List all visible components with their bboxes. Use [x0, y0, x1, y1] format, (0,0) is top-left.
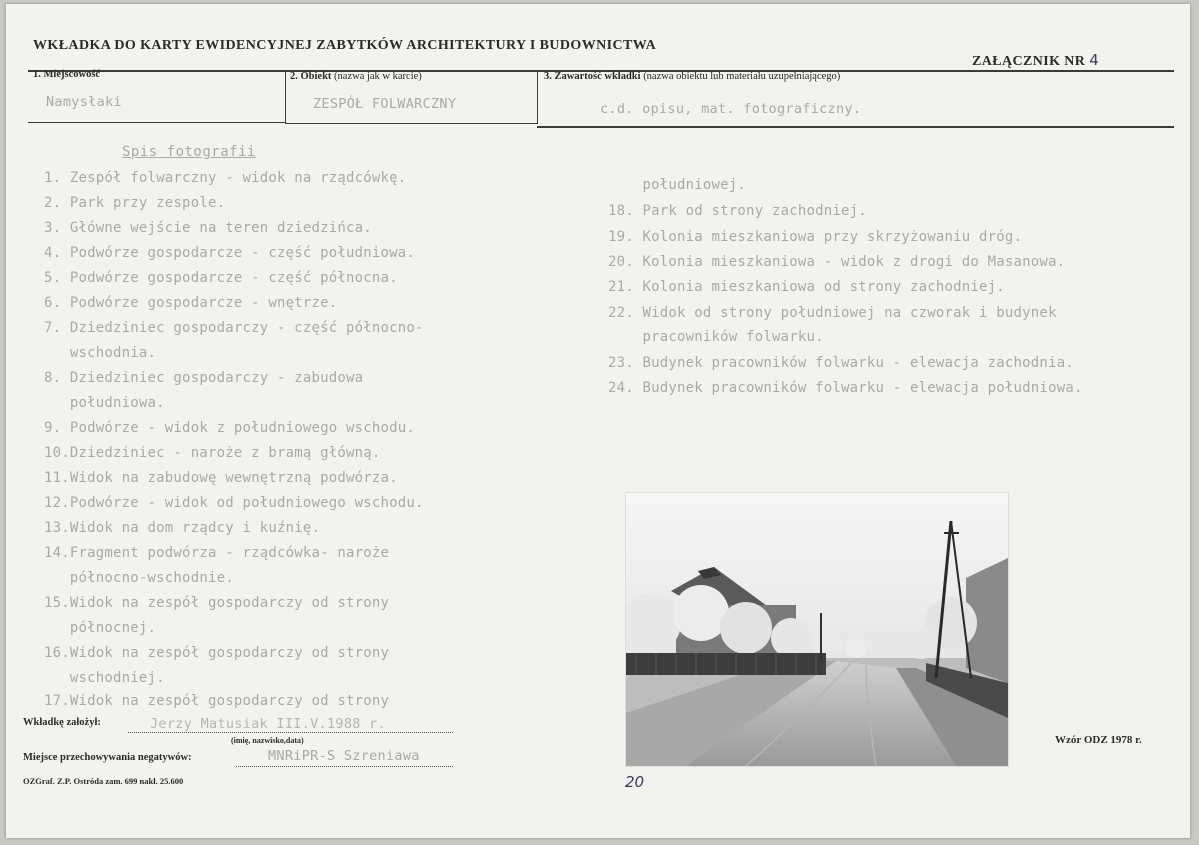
- form-template-note: Wzór ODZ 1978 r.: [1055, 734, 1142, 746]
- annex-number: 4: [1089, 51, 1100, 69]
- negatives-storage-label: Miejsce przechowywania negatywów:: [23, 752, 192, 763]
- list-item: 24. Budynek pracowników folwarku - elewacja południowa.: [608, 380, 1083, 396]
- field-1-underline: [28, 122, 286, 123]
- list-item: 8. Dziedziniec gospodarczy - zabudowa: [44, 370, 364, 386]
- field-2-label-main: 2. Obiekt: [290, 71, 332, 82]
- list-item: 13.Widok na dom rządcy i kuźnię.: [44, 520, 321, 536]
- list-item: 17.Widok na zespół gospodarczy od strony: [44, 693, 390, 709]
- list-item: północnej.: [44, 620, 157, 636]
- photo-list-title: Spis fotografii: [122, 144, 256, 160]
- annex-label-text: ZAŁĄCZNIK NR: [972, 54, 1086, 69]
- field-1-value: Namysłaki: [46, 94, 122, 110]
- list-item: 19. Kolonia mieszkaniowa przy skrzyżowaniu dróg.: [608, 229, 1023, 245]
- list-item: 16.Widok na zespół gospodarczy od strony: [44, 645, 390, 661]
- field-3-label: [544, 71, 840, 82]
- created-by-label: Wkładkę założył:: [23, 717, 101, 728]
- created-by-value: Jerzy Matusiak III.V.1988 r.: [150, 716, 386, 732]
- list-item: południowej.: [608, 177, 747, 193]
- field-divider-1: [285, 72, 286, 124]
- photo-image: [626, 493, 1008, 766]
- list-item: 21. Kolonia mieszkaniowa od strony zachodniej.: [608, 279, 1005, 295]
- annex-label: [972, 51, 1099, 70]
- created-by-line: [128, 732, 453, 733]
- print-info: OZGraf. Z.P. Ostróda zam. 699 nakł. 25.600: [23, 776, 184, 786]
- list-item: 15.Widok na zespół gospodarczy od strony: [44, 595, 390, 611]
- list-item: 5. Podwórze gospodarcze - część północna.: [44, 270, 398, 286]
- street-photograph: [626, 493, 1008, 766]
- list-item: 9. Podwórze - widok z południowego wschodu.: [44, 420, 416, 436]
- field-2-value: ZESPÓŁ FOLWARCZNY: [313, 96, 457, 112]
- list-item: pracowników folwarku.: [608, 329, 824, 345]
- negatives-storage-value: MNRiPR-S Szreniawa: [268, 748, 420, 764]
- list-item: 14.Fragment podwórza - rządcówka- naroże: [44, 545, 390, 561]
- created-by-note: (imię, nazwisko,data): [231, 736, 304, 745]
- list-item: 4. Podwórze gospodarcze - część południowa.: [44, 245, 416, 261]
- list-item: wschodniej.: [44, 670, 165, 686]
- list-item: 12.Podwórze - widok od południowego wschodu.: [44, 495, 424, 511]
- list-item: 11.Widok na zabudowę wewnętrzną podwórza.: [44, 470, 398, 486]
- list-item: 10.Dziedziniec - naroże z bramą główną.: [44, 445, 381, 461]
- negatives-storage-line: [236, 766, 453, 767]
- field-2-label: [290, 71, 422, 82]
- record-card: [6, 4, 1190, 838]
- field-1-label: 1. Miejscowość: [33, 69, 101, 80]
- list-item: 7. Dziedziniec gospodarczy - część północno-: [44, 320, 424, 336]
- list-item: północno-wschodnie.: [44, 570, 234, 586]
- list-item: 3. Główne wejście na teren dziedzińca.: [44, 220, 372, 236]
- field-3-underline: [537, 126, 1174, 128]
- field-3-label-sub: (nazwa obiektu lub materiału uzupełniającego): [643, 71, 841, 82]
- list-item: 22. Widok od strony południowej na czworak i budynek: [608, 305, 1057, 321]
- list-item: 6. Podwórze gospodarcze - wnętrze.: [44, 295, 338, 311]
- field-3-label-main: 3. Zawartość wkładki: [544, 71, 641, 82]
- list-item: 1. Zespół folwarczny - widok na rządcówkę.: [44, 170, 407, 186]
- field-2-label-sub: (nazwa jak w karcie): [334, 71, 422, 82]
- field-divider-2: [537, 72, 538, 124]
- list-item: 2. Park przy zespole.: [44, 195, 226, 211]
- field-2-underline: [285, 123, 538, 124]
- list-item: wschodnia.: [44, 345, 157, 361]
- list-item: 23. Budynek pracowników folwarku - elewacja zachodnia.: [608, 355, 1074, 371]
- field-3-value: c.d. opisu, mat. fotograficzny.: [600, 101, 862, 117]
- form-title: WKŁADKA DO KARTY EWIDENCYJNEJ ZABYTKÓW ARCHITEKTURY I BUDOWNICTWA: [33, 38, 657, 53]
- page-number: 20: [625, 773, 645, 791]
- list-item: 18. Park od strony zachodniej.: [608, 203, 867, 219]
- list-item: 20. Kolonia mieszkaniowa - widok z drogi do Masanowa.: [608, 254, 1066, 270]
- list-item: południowa.: [44, 395, 165, 411]
